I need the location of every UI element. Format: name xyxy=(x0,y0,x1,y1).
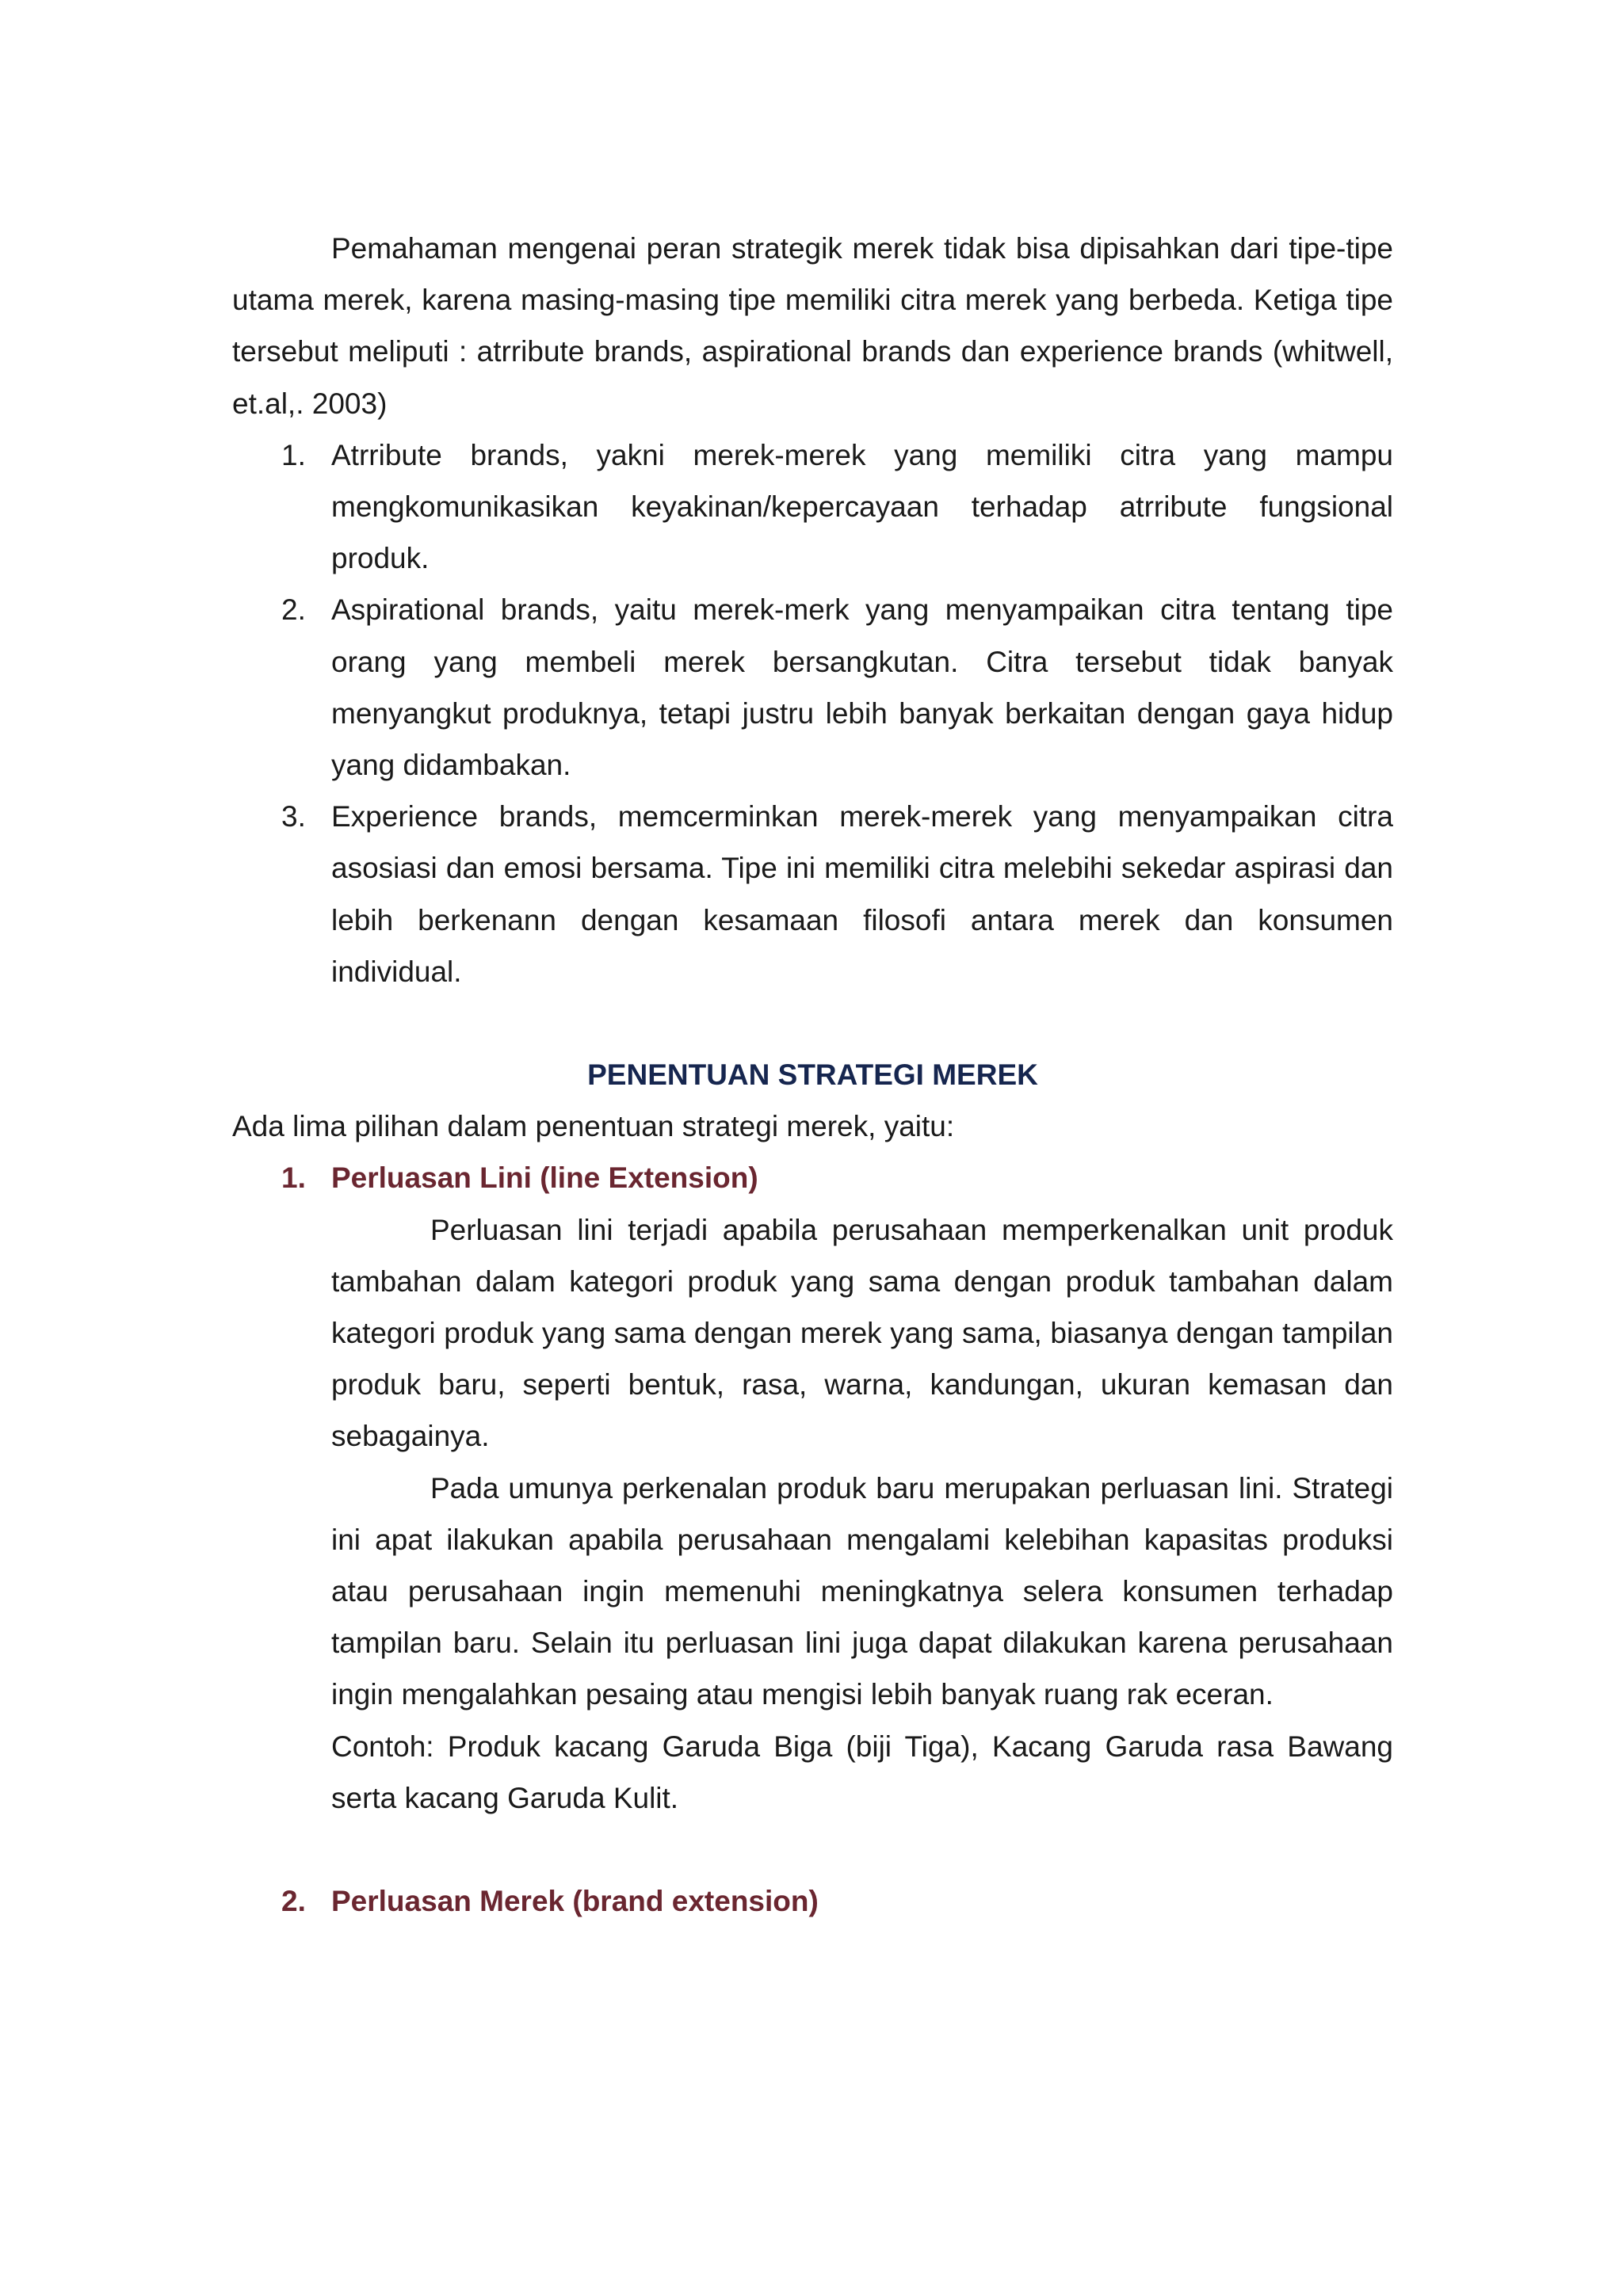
brand-types-list xyxy=(232,429,1393,997)
strategy-item xyxy=(232,1152,1393,1875)
strategy-paragraph: Pada umunya perkenalan produk baru merupakan perluasan lini. Strategi ini apat ilakukan apabila perusahaan mengalami kelebihan kapasitas produksi atau perusahaan ingin memenuhi meningkatnya selera konsumen terhadap tampilan baru. Selain itu perluasan lini juga dapat dilakukan karena perusahaan ingin mengalahkan pesaing atau mengisi lebih banyak ruang rak eceran. xyxy=(331,1471,1393,1711)
list-item-text: Aspirational brands, yaitu merek-merk yang menyampaikan citra tentang tipe orang yang membeli merek bersangkutan. Citra tersebut tidak banyak menyangkut produknya, tetapi justru lebih banyak berkaitan dengan gaya hidup yang didambakan. xyxy=(331,593,1393,782)
list-item xyxy=(232,429,1393,585)
list-item-text: Experience brands, memcerminkan merek-merek yang menyampaikan citra asosiasi dan emosi bersama. Tipe ini memiliki citra melebihi sekedar aspirasi dan lebih berkenann dengan kesamaan filosofi antara merek dan konsumen individual. xyxy=(331,800,1393,988)
spacer xyxy=(331,1824,1393,1875)
list-item-number: 1. xyxy=(281,438,306,471)
strategy-title: Perluasan Merek (brand extension) xyxy=(331,1885,819,1918)
section-lead: Ada lima pilihan dalam penentuan strategi merek, yaitu: xyxy=(232,1110,955,1143)
list-item-number: 2. xyxy=(281,593,306,627)
strategy-paragraph: Perluasan lini terjadi apabila perusahaan memperkenalkan unit produk tambahan dalam kategori produk yang sama dengan produk tambahan dalam kategori produk yang sama dengan merek yang sama, biasanya dengan tampilan produk baru, seperti bentuk, rasa, warna, kandungan, ukuran kemasan dan sebagainya. xyxy=(331,1213,1393,1453)
list-item xyxy=(232,584,1393,791)
strategies-list xyxy=(232,1152,1393,1927)
strategy-number: 1. xyxy=(281,1161,306,1195)
section-heading: PENENTUAN STRATEGI MEREK xyxy=(587,1058,1038,1092)
page-content xyxy=(232,223,1393,1927)
strategy-title: Perluasan Lini (line Extension) xyxy=(331,1161,758,1195)
list-item-text: Atrribute brands, yakni merek-merek yang memiliki citra yang mampu mengkomunikasikan keyakinan/kepercayaan terhadap atrribute fungsional produk. xyxy=(331,438,1393,575)
intro-paragraph: Pemahaman mengenai peran strategik merek tidak bisa dipisahkan dari tipe-tipe utama merek, karena masing-masing tipe memiliki citra merek yang berbeda. Ketiga tipe tersebut meliputi : atrribute brands, aspirational brands dan experience brands (whitwell, et.al,. 2003) xyxy=(232,232,1393,420)
strategy-example: Contoh: Produk kacang Garuda Biga (biji Tiga), Kacang Garuda rasa Bawang serta kacang Garuda Kulit. xyxy=(331,1730,1393,1814)
strategy-number: 2. xyxy=(281,1885,306,1918)
list-item-number: 3. xyxy=(281,800,306,833)
strategy-item xyxy=(232,1875,1393,1927)
list-item xyxy=(232,791,1393,997)
